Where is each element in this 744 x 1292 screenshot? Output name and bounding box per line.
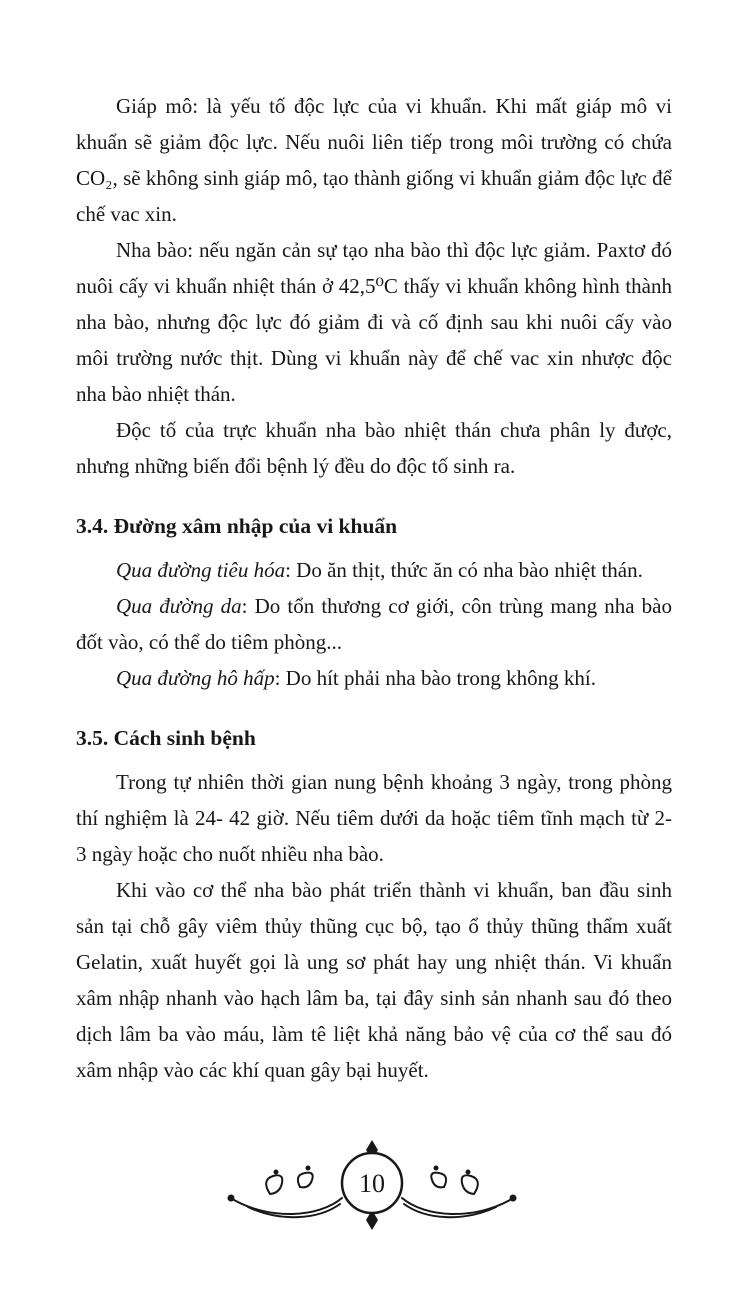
paragraph-nung-benh: Trong tự nhiên thời gian nung bệnh khoảng 3 ngày, trong phòng thí nghiệm là 24- 42 giờ. Nếu tiêm dưới da hoặc tiêm tĩnh mạch từ 2- 3 ngày hoặc cho nuốt nhiều nha bào. bbox=[76, 770, 672, 866]
footer-flourish-icon bbox=[212, 1138, 532, 1234]
section-heading-3-5: 3.5. Cách sinh bệnh bbox=[76, 726, 256, 750]
paragraph-giap-mo: Giáp mô: là yếu tố độc lực của vi khuẩn. Khi mất giáp mô vi khuẩn sẽ giảm độc lực. Nếu nuôi liên tiếp trong môi trường có chứa CO₂, sẽ không sinh giáp mô, tạo thành giống vi khuẩn giảm độc lực để chế vac xin. bbox=[76, 94, 672, 226]
page-number: 10 bbox=[359, 1169, 385, 1198]
paragraph-doc-to: Độc tố của trực khuẩn nha bào nhiệt thán chưa phân ly được, nhưng những biến đổi bệnh lý đều do độc tố sinh ra. bbox=[76, 418, 672, 478]
page-body-text bbox=[76, 88, 672, 1088]
page-footer bbox=[0, 1138, 744, 1234]
route-ho-hap-lead: Qua đường hô hấp bbox=[116, 666, 275, 690]
route-da-rest: : Do tổn thương cơ giới, côn trùng mang nha bào đốt vào, có thể do tiêm phòng... bbox=[76, 594, 673, 654]
paragraph-khi-vao: Khi vào cơ thể nha bào phát triển thành vi khuẩn, ban đầu sinh sản tại chỗ gây viêm thủy thũng cục bộ, tạo ổ thủy thũng thẩm xuất Gelatin, xuất huyết gọi là ung sơ phát hay ung nhiệt thán. Vi khuẩn xâm nhập nhanh vào hạch lâm ba, tại đây sinh sản nhanh sau đó theo dịch lâm ba vào máu, làm tê liệt khả năng bảo vệ của cơ thể sau đó xâm nhập vào các khí quan gây bại huyết. bbox=[76, 878, 672, 1082]
paragraph-route-ho-hap bbox=[76, 660, 672, 696]
route-tieu-hoa-lead: Qua đường tiêu hóa bbox=[116, 558, 286, 582]
section-heading-3-4: 3.4. Đường xâm nhập của vi khuẩn bbox=[76, 514, 398, 538]
route-da-lead: Qua đường da bbox=[116, 594, 242, 618]
paragraph-route-da bbox=[76, 588, 672, 660]
route-ho-hap-rest: : Do hít phải nha bào trong không khí. bbox=[274, 666, 596, 690]
route-tieu-hoa-rest: : Do ăn thịt, thức ăn có nha bào nhiệt thán. bbox=[285, 558, 643, 582]
paragraph-route-tieu-hoa bbox=[76, 552, 672, 588]
paragraph-nha-bao: Nha bào: nếu ngăn cản sự tạo nha bào thì độc lực giảm. Paxtơ đó nuôi cấy vi khuẩn nhiệt thán ở 42,5⁰C thấy vi khuẩn không hình thành nha bào, nhưng độc lực đó giảm đi và cố định sau khi nuôi cấy vào môi trường nước thịt. Dùng vi khuẩn này để chế vac xin nhược độc nha bào nhiệt thán. bbox=[76, 238, 672, 406]
